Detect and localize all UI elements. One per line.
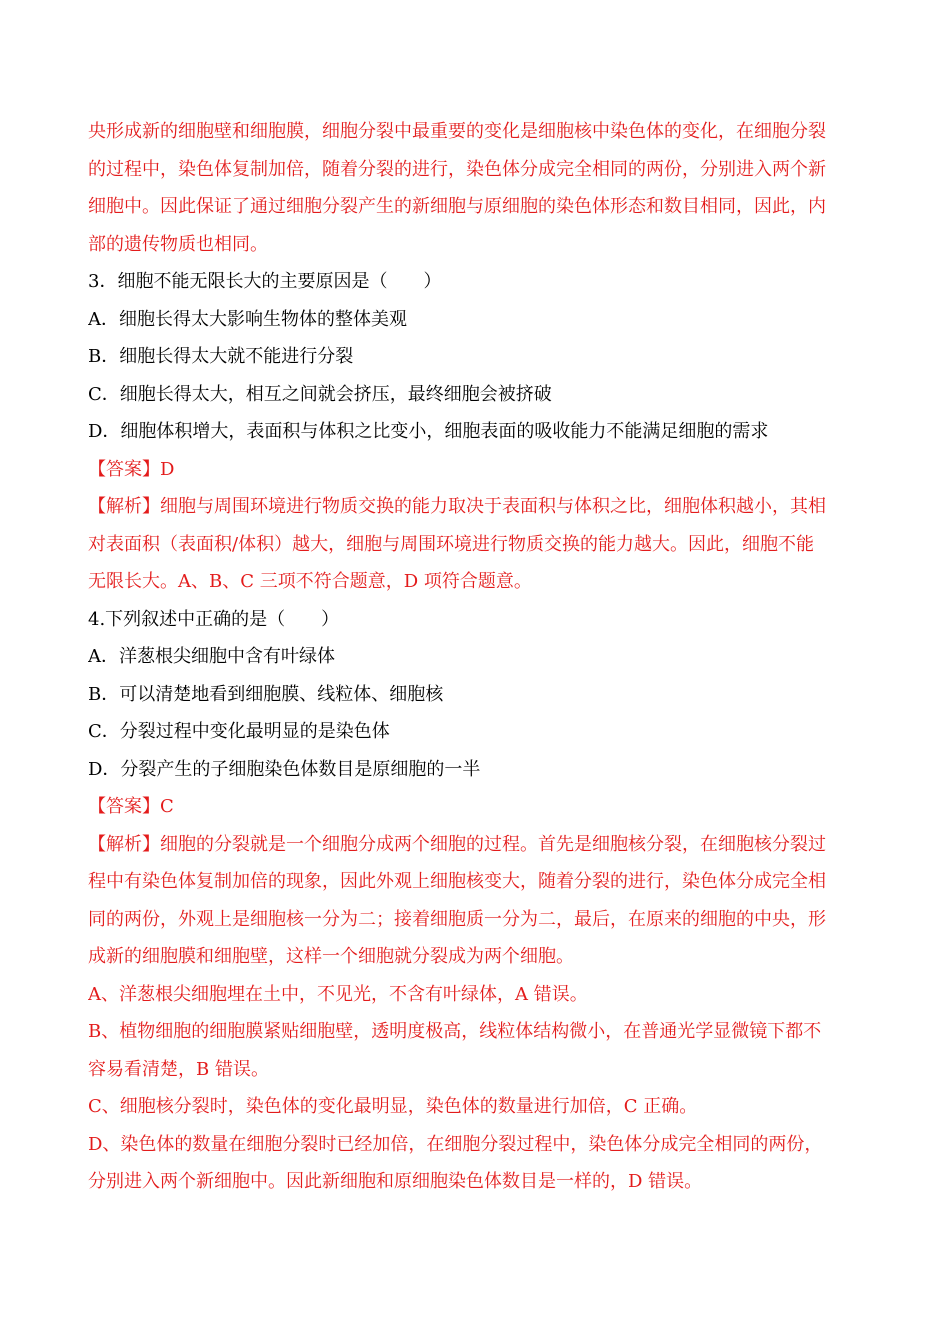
question-3-answer: 【答案】D	[88, 458, 175, 480]
question-4-explanations	[88, 976, 868, 1201]
text-line: 央形成新的细胞壁和细胞膜，细胞分裂中最重要的变化是细胞核中染色体的变化，在细胞分裂	[88, 121, 826, 142]
question-4-analysis	[88, 826, 868, 976]
analysis-label: 【解析】	[88, 496, 160, 517]
text-line	[88, 488, 868, 526]
question-3-option-c: C．细胞长得太大，相互之间就会挤压，最终细胞会被挤破	[88, 383, 552, 405]
text-line: 无限长大。A、B、C 三项不符合题意，D 项符合题意。	[88, 571, 532, 592]
document-page	[88, 113, 868, 1201]
question-4-option-a: A．洋葱根尖细胞中含有叶绿体	[88, 646, 335, 667]
text-line: 成新的细胞膜和细胞壁，这样一个细胞就分裂成为两个细胞。	[88, 946, 574, 967]
question-4-option-d: D．分裂产生的子细胞染色体数目是原细胞的一半	[88, 758, 481, 780]
explanation-d: D、染色体的数量在细胞分裂时已经加倍，在细胞分裂过程中，染色体分成完全相同的两份，	[88, 1133, 823, 1155]
analysis-text: 细胞的分裂就是一个细胞分成两个细胞的过程。首先是细胞核分裂，在细胞核分裂过	[160, 833, 826, 855]
question-3-analysis	[88, 488, 868, 601]
question-4-stem: 4.下列叙述中正确的是（ ）	[88, 608, 340, 630]
explanation-a: A、洋葱根尖细胞埋在土中，不见光，不含有叶绿体，A 错误。	[88, 983, 588, 1005]
question-3-option-a: A．细胞长得太大影响生物体的整体美观	[88, 308, 407, 330]
explanation-b-cont: 容易看清楚，B 错误。	[88, 1058, 269, 1080]
analysis-text: 细胞与周围环境进行物质交换的能力取决于表面积与体积之比，细胞体积越小，其相	[160, 496, 826, 517]
question-3-option-b: B．细胞长得太大就不能进行分裂	[88, 346, 354, 367]
text-line	[88, 826, 868, 864]
question-3-option-d: D．细胞体积增大，表面积与体积之比变小，细胞表面的吸收能力不能满足细胞的需求	[88, 421, 769, 442]
text-line: 程中有染色体复制加倍的现象，因此外观上细胞核变大，随着分裂的进行，染色体分成完全相	[88, 871, 826, 892]
question-4-option-c: C．分裂过程中变化最明显的是染色体	[88, 721, 390, 742]
question-4-answer: 【答案】C	[88, 796, 174, 817]
text-line: 细胞中。因此保证了通过细胞分裂产生的新细胞与原细胞的染色体形态和数目相同，因此，内	[88, 196, 826, 217]
explanation-b: B、植物细胞的细胞膜紧贴细胞壁，透明度极高，线粒体结构微小，在普通光学显微镜下都不	[88, 1021, 822, 1042]
previous-analysis-continuation	[88, 113, 868, 263]
text-line: 对表面积（表面积/体积）越大，细胞与周围环境进行物质交换的能力越大。因此，细胞不能	[88, 533, 815, 555]
question-4-option-b: B．可以清楚地看到细胞膜、线粒体、细胞核	[88, 683, 444, 705]
explanation-d-cont: 分别进入两个新细胞中。因此新细胞和原细胞染色体数目是一样的，D 错误。	[88, 1171, 703, 1192]
text-line: 部的遗传物质也相同。	[88, 233, 268, 255]
analysis-label: 【解析】	[88, 833, 160, 855]
explanation-c: C、细胞核分裂时，染色体的变化最明显，染色体的数量进行加倍，C 正确。	[88, 1096, 698, 1117]
text-line: 的过程中，染色体复制加倍，随着分裂的进行，染色体分成完全相同的两份，分别进入两个新	[88, 158, 826, 180]
text-line: 同的两份，外观上是细胞核一分为二；接着细胞质一分为二，最后，在原来的细胞的中央，形	[88, 908, 826, 930]
question-3-stem: 3．细胞不能无限长大的主要原因是（ ）	[88, 271, 442, 292]
